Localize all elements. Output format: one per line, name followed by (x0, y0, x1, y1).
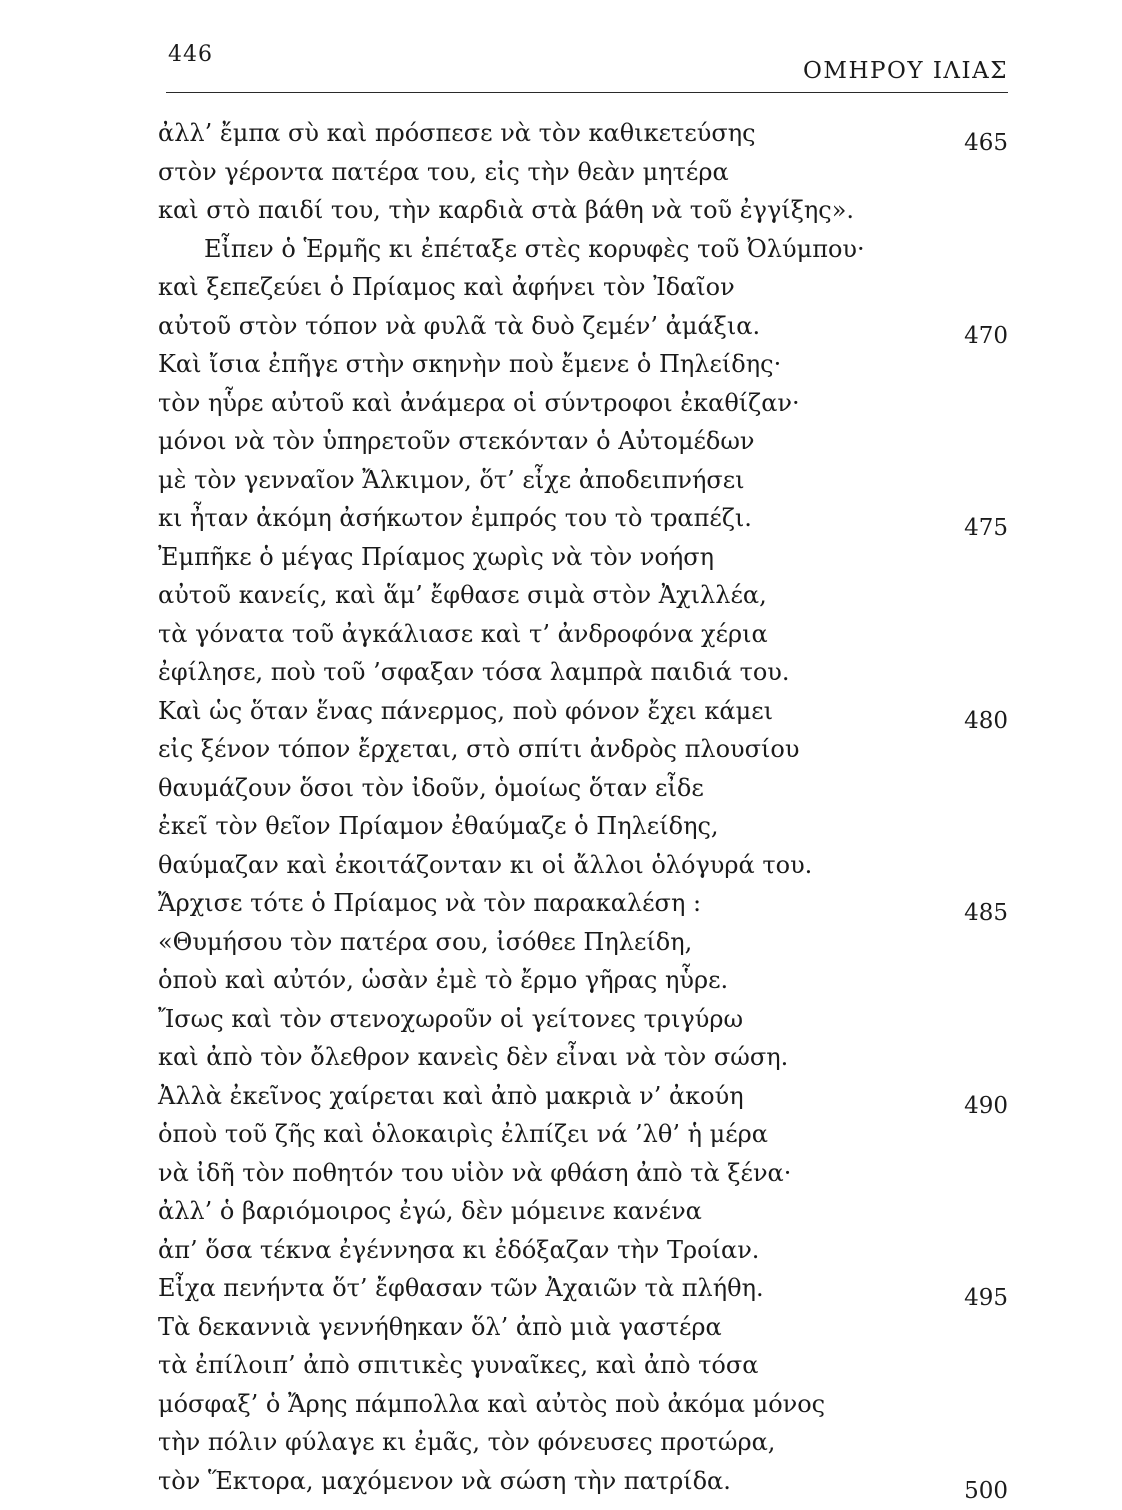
verse-text: Καὶ ὡς ὅταν ἕνας πάνερμος, ποὺ φόνον ἔχει κάμει (158, 697, 773, 725)
verse-text: ἀπ’ ὅσα τέκνα ἐγέννησα κι ἐδόξαζαν τὴν Τροίαν. (158, 1236, 759, 1264)
verse-text: θαύμαζαν καὶ ἐκοιτάζονταν κι οἱ ἄλλοι ὁλόγυρά του. (158, 851, 812, 879)
verse-line (158, 846, 1008, 885)
verse-line (158, 230, 1008, 269)
verse-line (158, 1154, 1008, 1193)
verse-text: Εἶχα πενήντα ὅτ’ ἔφθασαν τῶν Ἀχαιῶν τὰ πλήθη. (158, 1274, 764, 1302)
verse-line (158, 692, 1008, 731)
verse-text: ἀλλ’ ἔμπα σὺ καὶ πρόσπεσε νὰ τὸν καθικετεύσης (158, 119, 756, 147)
verse-line (158, 1269, 1008, 1308)
verse-line (158, 615, 1008, 654)
verse-text: ἀλλ’ ὁ βαριόμοιρος ἐγώ, δὲν μόμεινε κανένα (158, 1197, 702, 1225)
verse-text: τὰ ἐπίλοιπ’ ἀπὸ σπιτικὲς γυναῖκες, καὶ ἀπὸ τόσα (158, 1351, 758, 1379)
verse-text: νὰ ἰδῆ τὸν ποθητόν του υἱὸν νὰ φθάση ἀπὸ τὰ ξένα· (158, 1159, 791, 1187)
verse-line (158, 1231, 1008, 1270)
verse-line (158, 1115, 1008, 1154)
verse-line (158, 538, 1008, 577)
verse-text: Ἴσως καὶ τὸν στενοχωροῦν οἱ γείτονες τριγύρω (158, 1005, 743, 1033)
verse-line (158, 114, 1008, 153)
verse-text: τὸν ηὗρε αὐτοῦ καὶ ἀνάμερα οἱ σύντροφοι ἐκαθίζαν· (158, 389, 800, 417)
verse-text: «Θυμήσου τὸν πατέρα σου, ἰσόθεε Πηλείδη, (158, 928, 692, 956)
verse-text: αὐτοῦ κανείς, καὶ ἅμ’ ἔφθασε σιμὰ στὸν Ἀχιλλέα, (158, 581, 767, 609)
verse-line (158, 576, 1008, 615)
line-number: 500 (964, 1472, 1008, 1510)
verse-line (158, 422, 1008, 461)
verse-text: στὸν γέροντα πατέρα του, εἰς τὴν θεὰν μητέρα (158, 158, 729, 186)
verse-line (158, 268, 1008, 307)
verse-text: ἐκεῖ τὸν θεῖον Πρίαμον ἐθαύμαζε ὁ Πηλείδης, (158, 812, 719, 840)
verse-line (158, 384, 1008, 423)
line-number: 465 (964, 124, 1008, 163)
verse-line (158, 807, 1008, 846)
verse-text: ὁποὺ καὶ αὐτόν, ὡσὰν ἐμὲ τὸ ἔρμο γῆρας ηὗρε. (158, 966, 728, 994)
verse-text: θαυμάζουν ὅσοι τὸν ἰδοῦν, ὁμοίως ὅταν εἶδε (158, 774, 704, 802)
verse-text: Ἀλλὰ ἐκεῖνος χαίρεται καὶ ἀπὸ μακριὰ ν’ ἀκούη (158, 1082, 744, 1110)
line-number: 480 (964, 702, 1008, 741)
verse-line (158, 307, 1008, 346)
verse-text: ἐφίλησε, ποὺ τοῦ ’σφαξαν τόσα λαμπρὰ παιδιά του. (158, 658, 790, 686)
verse-line (158, 1346, 1008, 1385)
line-number: 495 (964, 1279, 1008, 1318)
verse-text: αὐτοῦ στὸν τόπον νὰ φυλᾶ τὰ δυὸ ζεμέν’ ἀμάξια. (158, 312, 760, 340)
verse-text: μὲ τὸν γενναῖον Ἄλκιμον, ὅτ’ εἶχε ἀποδειπνήσει (158, 466, 745, 494)
verse-line (158, 884, 1008, 923)
verse-line (158, 1462, 1008, 1501)
verse-line (158, 1423, 1008, 1462)
line-number: 475 (964, 509, 1008, 548)
verse-text: εἰς ξένον τόπον ἔρχεται, στὸ σπίτι ἀνδρὸς πλουσίου (158, 735, 799, 763)
verse-line (158, 345, 1008, 384)
verse-text: τὰ γόνατα τοῦ ἀγκάλιασε καὶ τ’ ἀνδροφόνα χέρια (158, 620, 768, 648)
header-rule (166, 92, 1008, 93)
verse-text: καὶ ἀπὸ τὸν ὄλεθρον κανεὶς δὲν εἶναι νὰ τὸν σώση. (158, 1043, 788, 1071)
verse-text: καὶ στὸ παιδί του, τὴν καρδιὰ στὰ βάθη νὰ τοῦ ἐγγίξης». (158, 196, 854, 224)
verse-line (158, 1192, 1008, 1231)
verse-text: Εἶπεν ὁ Ἑρμῆς κι ἐπέταξε στὲς κορυφὲς τοῦ Ὀλύμπου· (158, 235, 865, 263)
verse-line (158, 961, 1008, 1000)
verse-block (158, 114, 1008, 1500)
running-head: ΟΜΗΡΟΥ ΙΛΙΑΣ (803, 58, 1008, 84)
verse-text: κι ἦταν ἀκόμη ἀσήκωτον ἐμπρός του τὸ τραπέζι. (158, 504, 752, 532)
verse-line (158, 1077, 1008, 1116)
verse-text: Καὶ ἴσια ἐπῆγε στὴν σκηνὴν ποὺ ἔμενε ὁ Πηλείδης· (158, 350, 781, 378)
verse-text: ὁποὺ τοῦ ζῆς καὶ ὁλοκαιρὶς ἐλπίζει νά ’λθ’ ἡ μέρα (158, 1120, 768, 1148)
verse-line (158, 461, 1008, 500)
verse-line (158, 191, 1008, 230)
line-number: 470 (964, 317, 1008, 356)
verse-line (158, 1000, 1008, 1039)
line-number: 490 (964, 1087, 1008, 1126)
verse-text: Ἐμπῆκε ὁ μέγας Πρίαμος χωρὶς νὰ τὸν νοήση (158, 543, 714, 571)
verse-line (158, 499, 1008, 538)
verse-line (158, 923, 1008, 962)
verse-line (158, 1385, 1008, 1424)
verse-line (158, 1038, 1008, 1077)
verse-line (158, 730, 1008, 769)
verse-text: Τὰ δεκαννιὰ γεννήθηκαν ὅλ’ ἀπὸ μιὰ γαστέρα (158, 1313, 722, 1341)
line-number: 485 (964, 894, 1008, 933)
verse-text: τὸν Ἕκτορα, μαχόμενον νὰ σώση τὴν πατρίδα. (158, 1467, 731, 1495)
verse-text: μόνοι νὰ τὸν ὑπηρετοῦν στεκόνταν ὁ Αὐτομέδων (158, 427, 755, 455)
verse-text: τὴν πόλιν φύλαγε κι ἐμᾶς, τὸν φόνευσες προτώρα, (158, 1428, 775, 1456)
verse-line (158, 1308, 1008, 1347)
verse-text: Ἄρχισε τότε ὁ Πρίαμος νὰ τὸν παρακαλέση : (158, 889, 701, 917)
verse-text: μόσφαξ’ ὁ Ἄρης πάμπολλα καὶ αὐτὸς ποὺ ἀκόμα μόνος (158, 1390, 825, 1418)
verse-line (158, 769, 1008, 808)
verse-line (158, 653, 1008, 692)
verse-line (158, 153, 1008, 192)
page-number: 446 (168, 42, 213, 67)
verse-text: καὶ ξεπεζεύει ὁ Πρίαμος καὶ ἀφήνει τὸν Ἰδαῖον (158, 273, 735, 301)
